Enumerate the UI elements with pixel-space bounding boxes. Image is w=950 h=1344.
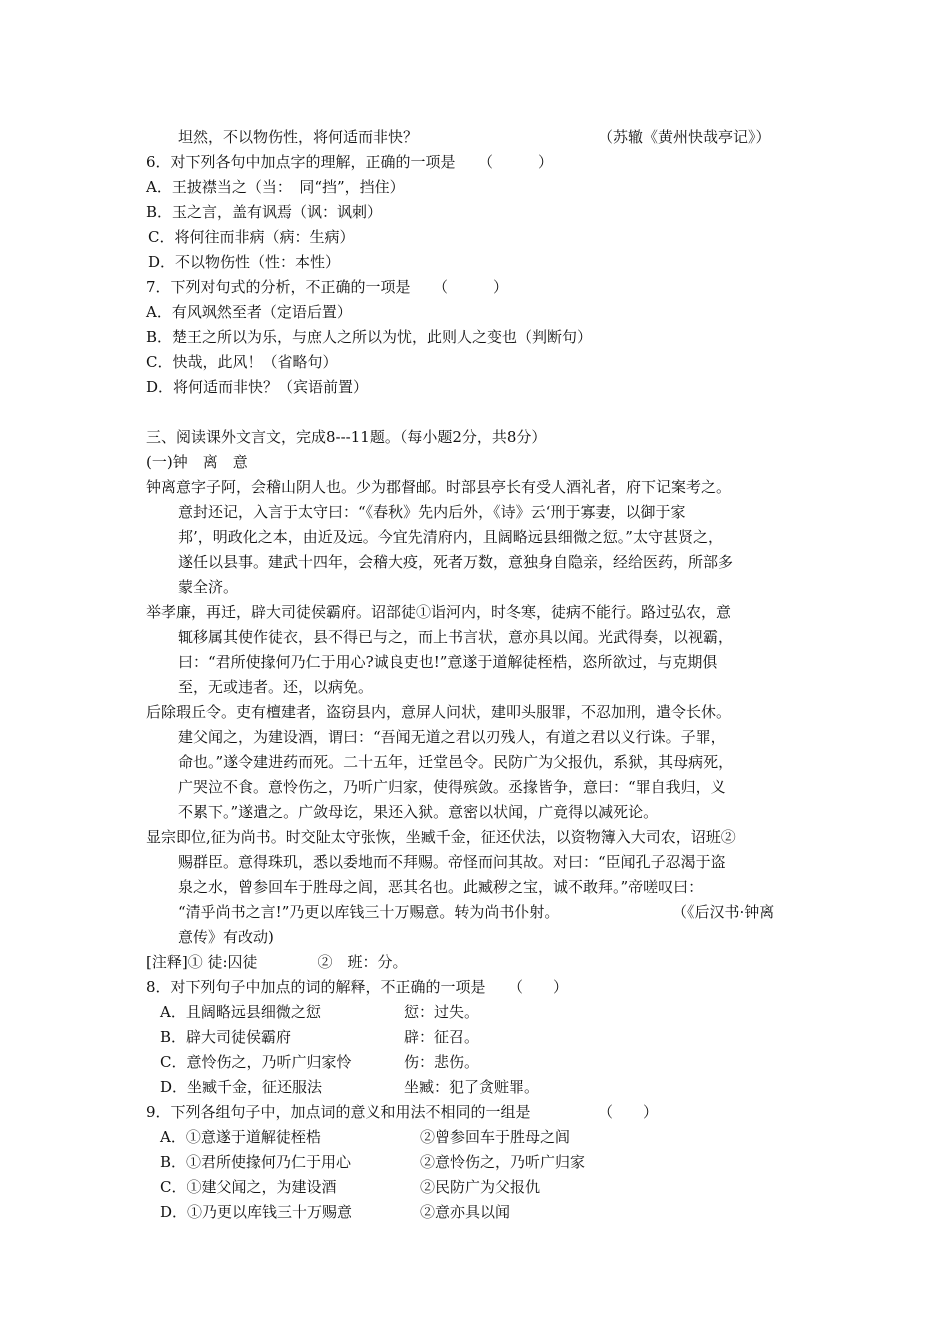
q6-option-c: C．将何往而非病（病：生病） — [148, 228, 355, 246]
passage-line: 泉之水，曾参回车于胜母之闾，恶其名也。此臧秽之宝，诚不敢拜。”帝嗟叹曰： — [178, 878, 704, 896]
quote-line: 坦然，不以物伤性，将何适而非快？ — [178, 128, 419, 146]
q8-option-b: B．辟大司徒侯霸府 — [160, 1028, 292, 1046]
passage-line: 蒙全济。 — [178, 578, 239, 596]
question-9: 9．下列各组句子中，加点词的意义和用法不相同的一组是 （ ） — [146, 1103, 659, 1121]
passage-line: 钟离意字子阿，会稽山阴人也。少为郡督邮。时部县亭长有受人酒礼者，府下记案考之。 — [146, 478, 732, 496]
passage-line: 辄移属其使作徒衣，县不得已与之，而上书言状，意亦具以闻。光武得奏，以视霸， — [178, 628, 734, 646]
passage-line: 至，无或违者。还，以病免。 — [178, 678, 374, 696]
q8-option-b-gloss: 辟：征召。 — [404, 1028, 480, 1046]
q9-option-b: B．①君所使掾何乃仁于用心 — [160, 1153, 352, 1171]
passage-line: 意封还记，入言于太守曰：“《春秋》先内后外，《诗》云‘刑于寡妻，以御于家 — [178, 503, 686, 521]
annotation-note: [注释]① 徒:囚徒 ② 班：分。 — [146, 953, 408, 971]
q9-option-c-second: ②民防广为父报仇 — [420, 1178, 541, 1196]
passage-line: 邦’，明政化之本，由近及远。今宜先清府内，且阔略远县细微之愆。”太守甚贤之， — [178, 528, 723, 546]
q6-option-a: A．王披襟当之（当： 同“挡”，挡住） — [146, 178, 405, 196]
q9-option-d-second: ②意亦具以闻 — [420, 1203, 511, 1221]
passage-line: 建父闻之，为建设酒，谓曰：“吾闻无道之君以刃残人，有道之君以义行诛。子罪， — [178, 728, 726, 746]
passage-line: 举孝廉，再迁，辟大司徒侯霸府。诏部徒①诣河内，时冬寒，徒病不能行。路过弘农，意 — [146, 603, 732, 621]
passage-title: (一)钟 离 意 — [146, 453, 248, 471]
passage-line: 后除瑕丘令。吏有檀建者，盗窃县内，意屏人问状，建叩头服罪，不忍加刑，遣令长休。 — [146, 703, 732, 721]
question-6: 6．对下列各句中加点字的理解，正确的一项是 （ ） — [146, 153, 554, 171]
q9-option-c: C．①建父闻之，为建设酒 — [160, 1178, 337, 1196]
passage-line: “清乎尚书之言!”乃更以库钱三十万赐意。转为尚书仆射。 — [178, 903, 560, 921]
q7-option-d: D．将何适而非快？（宾语前置） — [146, 378, 369, 396]
passage-line: 意传》有改动) — [178, 928, 274, 946]
q6-option-d: D．不以物伤性（性：本性） — [148, 253, 341, 271]
q8-option-c-gloss: 伤：悲伤。 — [404, 1053, 480, 1071]
q6-option-b: B．玉之言，盖有讽焉（讽：讽刺） — [146, 203, 383, 221]
q8-option-c: C．意怜伤之，乃听广归家怜 — [160, 1053, 352, 1071]
passage-source: （《后汉书·钟离 — [672, 903, 775, 921]
q8-option-d: D．坐臧千金，征还服法 — [160, 1078, 323, 1096]
quote-source: （苏辙《黄州快哉亭记》） — [598, 128, 771, 146]
question-8: 8．对下列句子中加点的词的解释，不正确的一项是 （ ） — [146, 978, 569, 996]
q9-option-d: D．①乃更以库钱三十万赐意 — [160, 1203, 353, 1221]
q7-option-c: C．快哉，此风！（省略句） — [146, 353, 338, 371]
q7-option-b: B．楚王之所以为乐，与庶人之所以为忧，此则人之变也（判断句） — [146, 328, 593, 346]
passage-line: 显宗即位,征为尚书。时交阯太守张恢，坐臧千金，征还伏法，以资物簿入大司农，诏班② — [146, 828, 736, 846]
q9-option-a: A．①意遂于道解徒桎梏 — [160, 1128, 321, 1146]
q9-option-b-second: ②意怜伤之，乃听广归家 — [420, 1153, 586, 1171]
passage-line: 命也。”遂令建进药而死。二十五年，迁堂邑令。民防广为父报仇，系狱，其母病死， — [178, 753, 734, 771]
passage-line: 不累下。”遂遣之。广敛母讫，果还入狱。意密以状闻，广竟得以减死论。 — [178, 803, 659, 821]
question-7: 7．下列对句式的分析，不正确的一项是 （ ） — [146, 278, 509, 296]
q8-option-d-gloss: 坐臧：犯了贪赃罪。 — [404, 1078, 540, 1096]
q9-option-a-second: ②曾参回车于胜母之闾 — [420, 1128, 571, 1146]
section-3-heading: 三、阅读课外文言文，完成8---11题。（每小题2分，共8分） — [146, 428, 547, 446]
passage-line: 遂任以县事。建武十四年，会稽大疫，死者万数，意独身自隐亲，经给医药，所部多 — [178, 553, 734, 571]
q7-option-a: A．有风飒然至者（定语后置） — [146, 303, 352, 321]
passage-line: 广哭泣不食。意怜伤之，乃听广归家，使得殡敛。丞掾皆争，意曰：“罪自我归，义 — [178, 778, 726, 796]
q8-option-a-gloss: 愆：过失。 — [404, 1003, 480, 1021]
passage-line: 赐群臣。意得珠玑，悉以委地而不拜赐。帝怪而问其故。对曰：“臣闻孔子忍渴于盗 — [178, 853, 726, 871]
q8-option-a: A．且阔略远县细微之愆 — [160, 1003, 321, 1021]
passage-line: 曰：“君所使掾何乃仁于用心?诚良吏也!”意遂于道解徒桎梏，恣所欲过，与克期俱 — [178, 653, 718, 671]
